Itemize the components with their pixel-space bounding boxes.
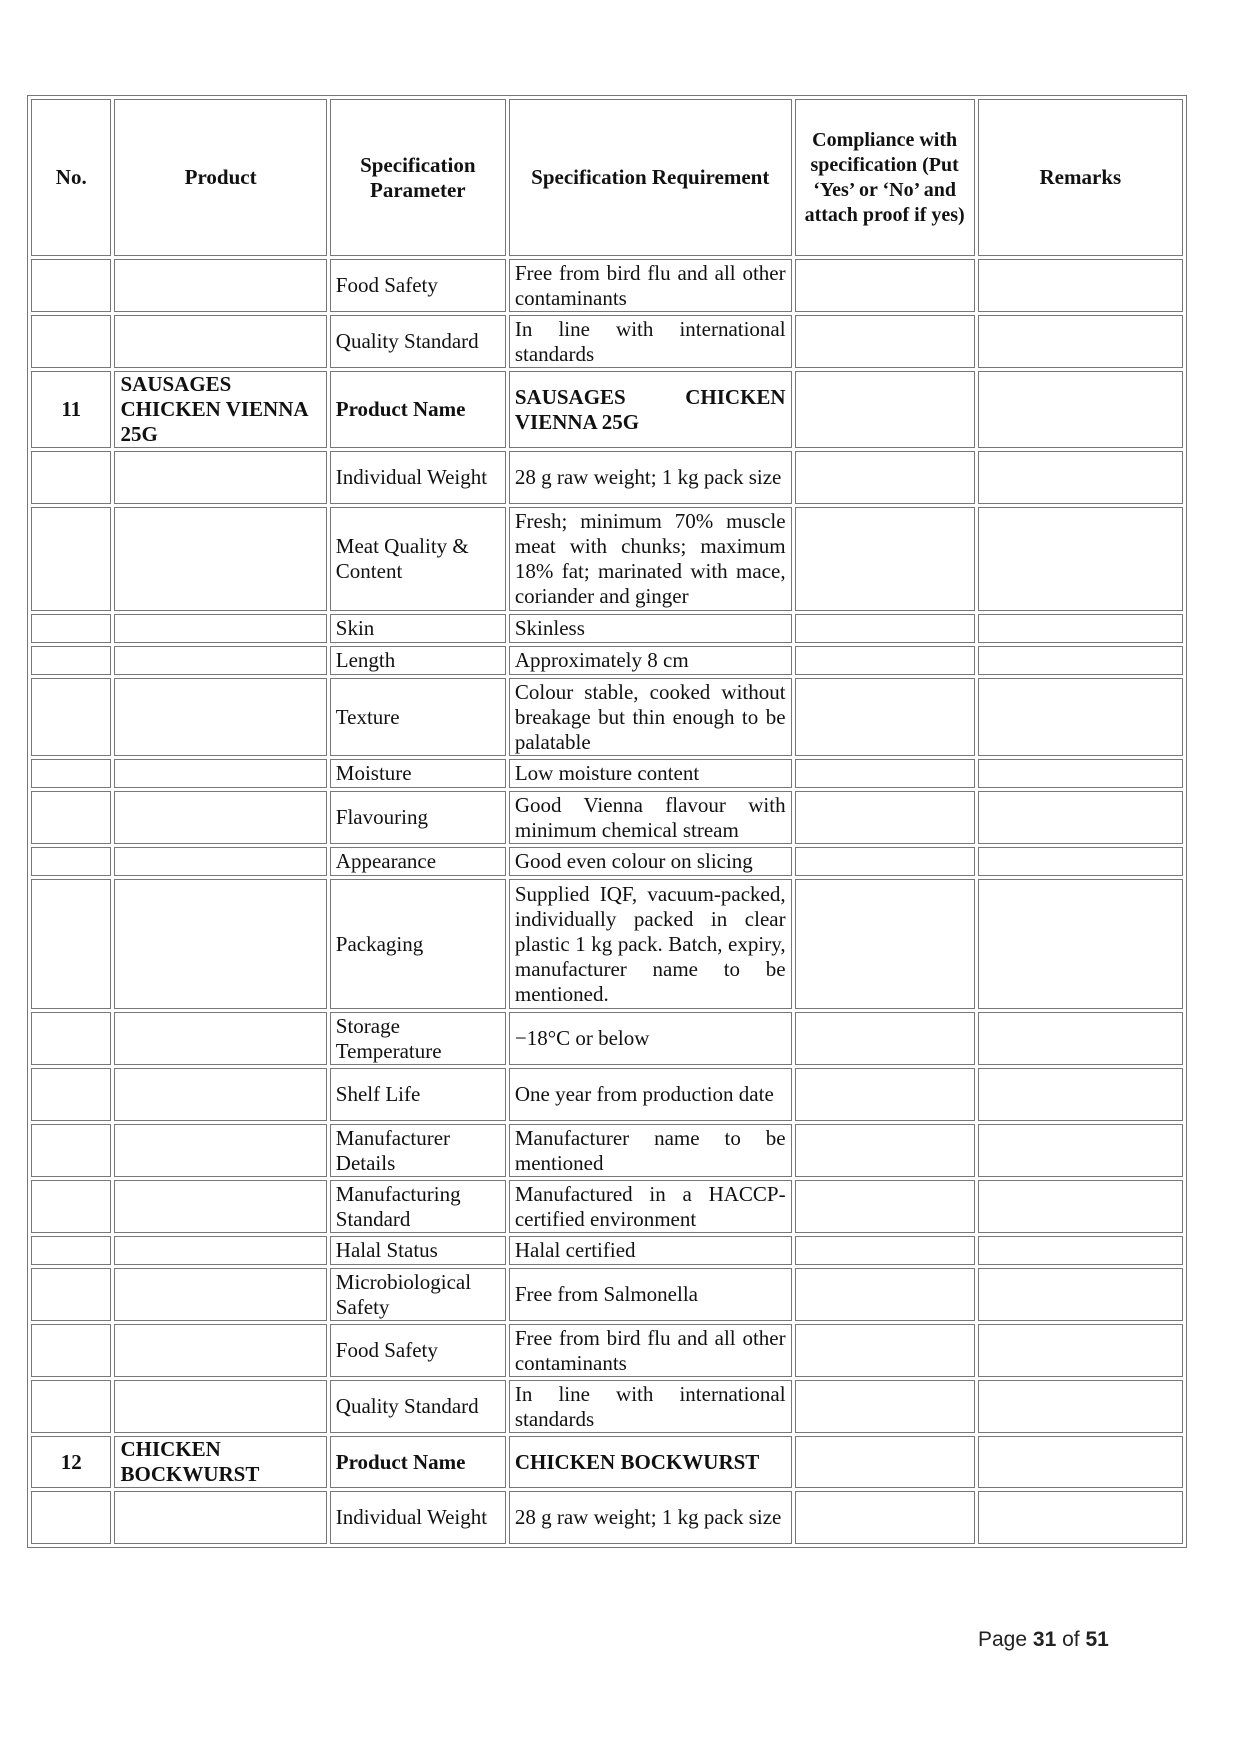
cell-product <box>114 678 326 756</box>
cell-parameter: Texture <box>330 678 506 756</box>
header-requirement: Specification Requirement <box>509 99 792 256</box>
cell-remarks <box>978 879 1183 1009</box>
specification-table <box>27 95 1187 1548</box>
cell-compliance <box>795 879 975 1009</box>
cell-requirement: Free from bird flu and all other contaminants <box>509 1324 792 1377</box>
cell-parameter: Shelf Life <box>330 1068 506 1121</box>
cell-requirement: Good even colour on slicing <box>509 847 792 876</box>
cell-requirement: Low moisture content <box>509 759 792 788</box>
cell-requirement: Colour stable, cooked without breakage but thin enough to be palatable <box>509 678 792 756</box>
cell-requirement: Fresh; minimum 70% muscle meat with chunks; maximum 18% fat; marinated with mace, coriander and ginger <box>509 507 792 611</box>
cell-remarks <box>978 1180 1183 1233</box>
cell-product <box>114 1491 326 1544</box>
specification-table-container <box>27 95 1187 1548</box>
cell-remarks <box>978 1124 1183 1177</box>
table-row <box>31 1068 1183 1121</box>
cell-no: 11 <box>31 371 111 448</box>
cell-remarks <box>978 1012 1183 1065</box>
cell-parameter: Food Safety <box>330 1324 506 1377</box>
table-row <box>31 791 1183 844</box>
cell-requirement: SAUSAGES CHICKEN VIENNA 25G <box>509 371 792 448</box>
cell-parameter: Quality Standard <box>330 1380 506 1433</box>
cell-parameter: Manufacturer Details <box>330 1124 506 1177</box>
cell-compliance <box>795 451 975 504</box>
table-row <box>31 1324 1183 1377</box>
table-body <box>31 259 1183 1544</box>
cell-parameter: Length <box>330 646 506 675</box>
cell-product: SAUSAGES CHICKEN VIENNA 25G <box>114 371 326 448</box>
cell-remarks <box>978 259 1183 312</box>
cell-no <box>31 507 111 611</box>
table-row <box>31 371 1183 448</box>
table-row <box>31 1180 1183 1233</box>
table-row <box>31 1436 1183 1488</box>
cell-requirement: Skinless <box>509 614 792 643</box>
cell-no: 12 <box>31 1436 111 1488</box>
cell-product <box>114 614 326 643</box>
cell-product <box>114 1180 326 1233</box>
cell-parameter: Quality Standard <box>330 315 506 368</box>
table-row <box>31 1491 1183 1544</box>
cell-no <box>31 1124 111 1177</box>
cell-remarks <box>978 1268 1183 1321</box>
cell-no <box>31 678 111 756</box>
cell-compliance <box>795 1268 975 1321</box>
cell-compliance <box>795 646 975 675</box>
cell-compliance <box>795 1124 975 1177</box>
header-no: No. <box>31 99 111 256</box>
cell-no <box>31 315 111 368</box>
cell-compliance <box>795 759 975 788</box>
cell-no <box>31 1068 111 1121</box>
cell-no <box>31 791 111 844</box>
cell-no <box>31 1268 111 1321</box>
cell-no <box>31 1380 111 1433</box>
cell-no <box>31 879 111 1009</box>
table-row <box>31 1236 1183 1265</box>
cell-product <box>114 1268 326 1321</box>
cell-compliance <box>795 1068 975 1121</box>
cell-remarks <box>978 507 1183 611</box>
cell-no <box>31 1491 111 1544</box>
cell-parameter: Product Name <box>330 1436 506 1488</box>
cell-compliance <box>795 1380 975 1433</box>
cell-product <box>114 847 326 876</box>
table-row <box>31 451 1183 504</box>
cell-product <box>114 1012 326 1065</box>
cell-compliance <box>795 1180 975 1233</box>
cell-no <box>31 1324 111 1377</box>
cell-product <box>114 1124 326 1177</box>
cell-product <box>114 451 326 504</box>
table-row <box>31 1268 1183 1321</box>
cell-requirement: In line with international standards <box>509 315 792 368</box>
cell-compliance <box>795 678 975 756</box>
cell-compliance <box>795 315 975 368</box>
cell-remarks <box>978 791 1183 844</box>
cell-requirement: Manufacturer name to be mentioned <box>509 1124 792 1177</box>
cell-product <box>114 507 326 611</box>
cell-remarks <box>978 371 1183 448</box>
cell-compliance <box>795 371 975 448</box>
cell-parameter: Individual Weight <box>330 451 506 504</box>
cell-remarks <box>978 451 1183 504</box>
cell-product <box>114 1068 326 1121</box>
table-row <box>31 1012 1183 1065</box>
cell-parameter: Packaging <box>330 879 506 1009</box>
cell-parameter: Appearance <box>330 847 506 876</box>
cell-product <box>114 1236 326 1265</box>
cell-product <box>114 879 326 1009</box>
cell-requirement: 28 g raw weight; 1 kg pack size <box>509 1491 792 1544</box>
cell-compliance <box>795 1324 975 1377</box>
table-row <box>31 759 1183 788</box>
header-remarks: Remarks <box>978 99 1183 256</box>
header-product: Product <box>114 99 326 256</box>
table-row <box>31 678 1183 756</box>
cell-remarks <box>978 1380 1183 1433</box>
cell-remarks <box>978 1236 1183 1265</box>
cell-requirement: 28 g raw weight; 1 kg pack size <box>509 451 792 504</box>
cell-no <box>31 451 111 504</box>
cell-no <box>31 847 111 876</box>
table-row <box>31 507 1183 611</box>
cell-parameter: Product Name <box>330 371 506 448</box>
cell-parameter: Food Safety <box>330 259 506 312</box>
cell-remarks <box>978 614 1183 643</box>
table-row <box>31 1124 1183 1177</box>
cell-compliance <box>795 1491 975 1544</box>
cell-compliance <box>795 791 975 844</box>
cell-requirement: In line with international standards <box>509 1380 792 1433</box>
cell-remarks <box>978 1068 1183 1121</box>
cell-parameter: Flavouring <box>330 791 506 844</box>
cell-requirement: Free from bird flu and all other contaminants <box>509 259 792 312</box>
cell-compliance <box>795 507 975 611</box>
cell-compliance <box>795 847 975 876</box>
cell-compliance <box>795 1436 975 1488</box>
cell-requirement: Free from Salmonella <box>509 1268 792 1321</box>
cell-product <box>114 646 326 675</box>
cell-no <box>31 759 111 788</box>
cell-compliance <box>795 614 975 643</box>
cell-parameter: Skin <box>330 614 506 643</box>
table-row <box>31 1380 1183 1433</box>
cell-parameter: Halal Status <box>330 1236 506 1265</box>
cell-remarks <box>978 1324 1183 1377</box>
cell-parameter: Meat Quality & Content <box>330 507 506 611</box>
cell-product <box>114 1324 326 1377</box>
cell-remarks <box>978 646 1183 675</box>
cell-requirement: Supplied IQF, vacuum-packed, individually packed in clear plastic 1 kg pack. Batch, expiry, manufacturer name to be mentioned. <box>509 879 792 1009</box>
cell-product <box>114 315 326 368</box>
cell-requirement: One year from production date <box>509 1068 792 1121</box>
table-row <box>31 614 1183 643</box>
total-pages: 51 <box>1085 1628 1109 1651</box>
table-row <box>31 879 1183 1009</box>
cell-product <box>114 759 326 788</box>
cell-requirement: −18°C or below <box>509 1012 792 1065</box>
cell-remarks <box>978 759 1183 788</box>
cell-no <box>31 1012 111 1065</box>
header-compliance: Compliance with specification (Put ‘Yes’ or ‘No’ and attach proof if yes) <box>795 99 975 256</box>
cell-compliance <box>795 259 975 312</box>
cell-parameter: Microbiological Safety <box>330 1268 506 1321</box>
cell-parameter: Individual Weight <box>330 1491 506 1544</box>
current-page: 31 <box>1032 1628 1057 1651</box>
cell-parameter: Moisture <box>330 759 506 788</box>
cell-parameter: Storage Temperature <box>330 1012 506 1065</box>
cell-no <box>31 259 111 312</box>
table-row <box>31 847 1183 876</box>
cell-compliance <box>795 1012 975 1065</box>
cell-no <box>31 1236 111 1265</box>
cell-product <box>114 791 326 844</box>
cell-product: CHICKEN BOCKWURST <box>114 1436 326 1488</box>
cell-remarks <box>978 1436 1183 1488</box>
table-row <box>31 646 1183 675</box>
page-number: Page 31 of 51 <box>978 1628 1109 1651</box>
cell-parameter: Manufacturing Standard <box>330 1180 506 1233</box>
table-row <box>31 315 1183 368</box>
cell-remarks <box>978 847 1183 876</box>
cell-product <box>114 1380 326 1433</box>
header-parameter: Specification Parameter <box>330 99 506 256</box>
cell-no <box>31 646 111 675</box>
cell-no <box>31 614 111 643</box>
cell-requirement: CHICKEN BOCKWURST <box>509 1436 792 1488</box>
cell-no <box>31 1180 111 1233</box>
cell-remarks <box>978 1491 1183 1544</box>
table-row <box>31 259 1183 312</box>
cell-product <box>114 259 326 312</box>
cell-remarks <box>978 678 1183 756</box>
cell-requirement: Good Vienna flavour with minimum chemical stream <box>509 791 792 844</box>
table-header-row <box>31 99 1183 256</box>
cell-remarks <box>978 315 1183 368</box>
cell-requirement: Approximately 8 cm <box>509 646 792 675</box>
cell-requirement: Halal certified <box>509 1236 792 1265</box>
cell-compliance <box>795 1236 975 1265</box>
cell-requirement: Manufactured in a HACCP-certified environment <box>509 1180 792 1233</box>
